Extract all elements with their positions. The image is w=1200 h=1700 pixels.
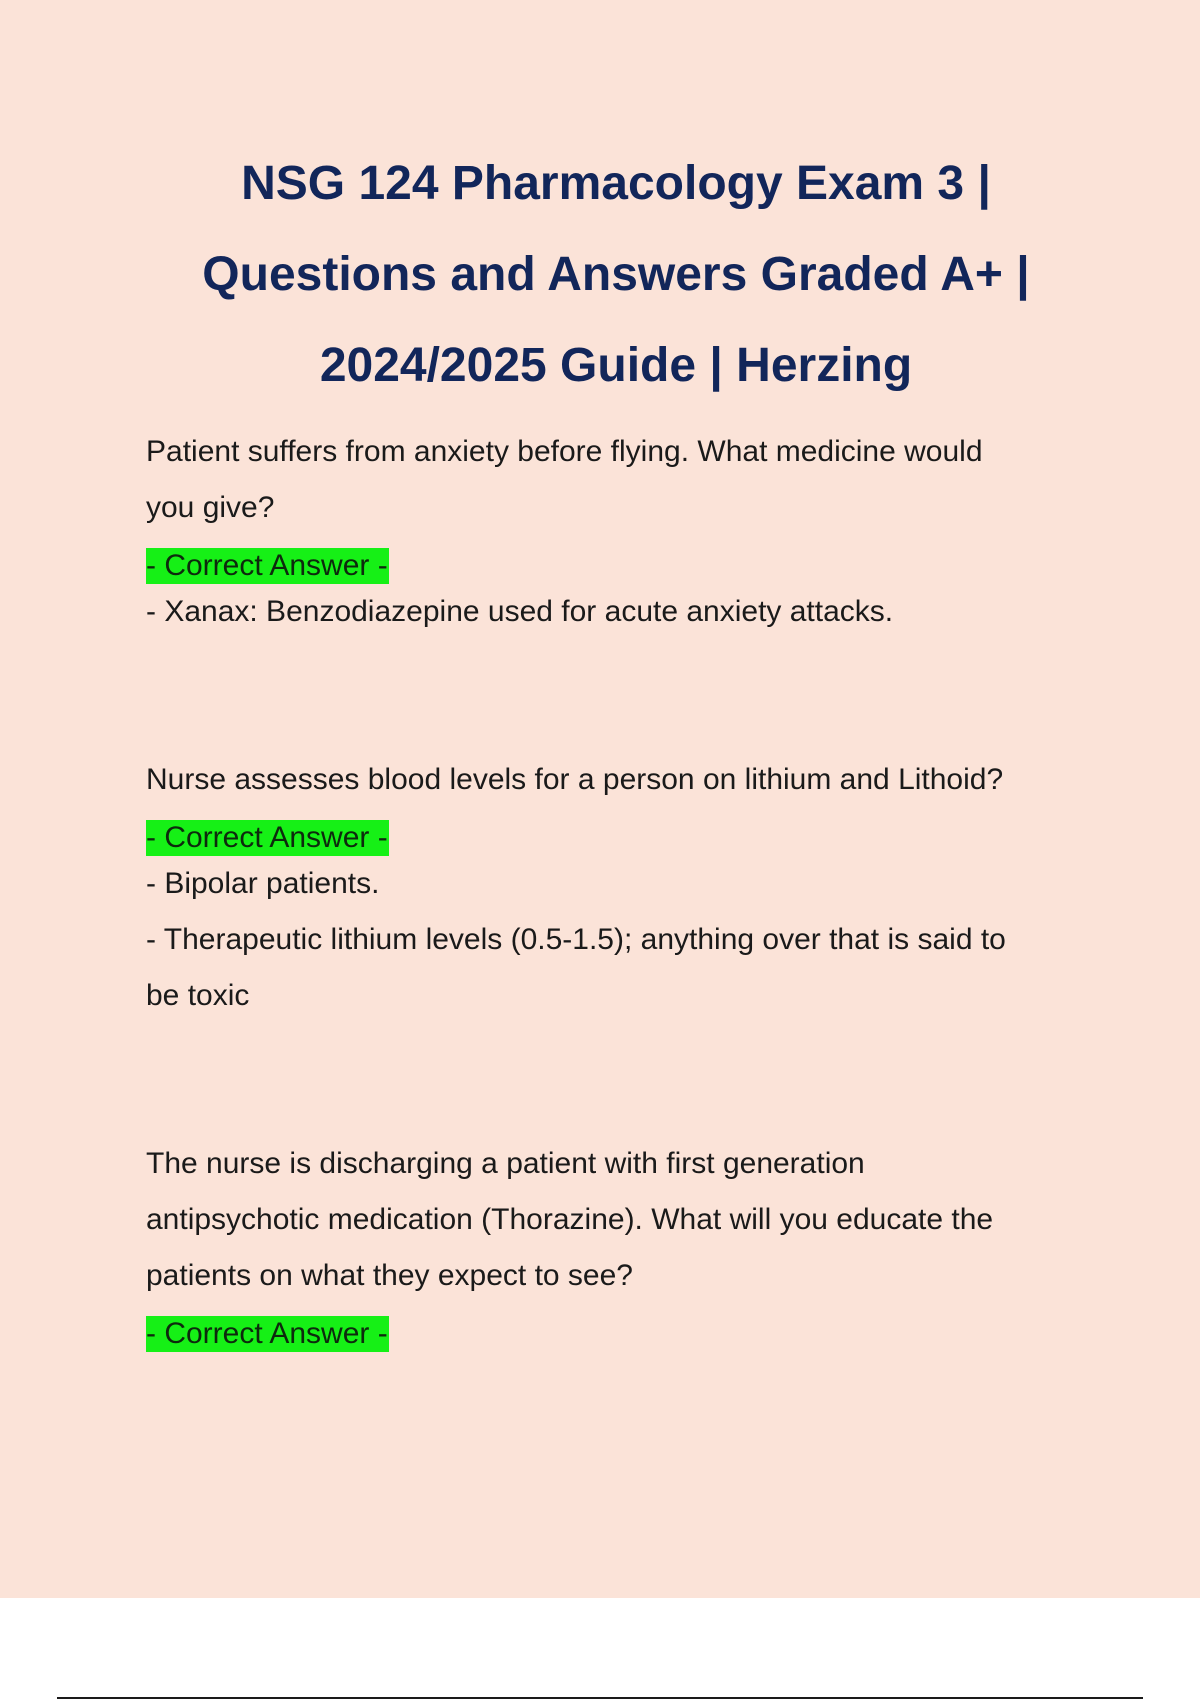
qa-item <box>146 1136 1086 1352</box>
qa-item <box>146 424 1086 640</box>
correct-answer-label: - Correct Answer - <box>146 821 388 854</box>
document-title <box>146 138 1086 411</box>
answer-text: be toxic <box>146 979 250 1012</box>
question-line: patients on what they expect to see? <box>146 1259 633 1292</box>
question-line: antipsychotic medication (Thorazine). What will you educate the <box>146 1203 994 1236</box>
qa-item <box>146 752 1086 1024</box>
title-line: 2024/2025 Guide | Herzing <box>319 339 913 392</box>
title-line: NSG 124 Pharmacology Exam 3 | <box>241 157 991 210</box>
question-text <box>146 752 1086 808</box>
answer-text: - Xanax: Benzodiazepine used for acute anxiety attacks. <box>146 595 894 628</box>
question-line: Patient suffers from anxiety before flying. What medicine would <box>146 435 983 468</box>
question-line: The nurse is discharging a patient with first generation <box>146 1147 865 1180</box>
answer-text: - Bipolar patients. <box>146 867 380 900</box>
correct-answer-label: - Correct Answer - <box>146 1317 388 1350</box>
answer-text: - Therapeutic lithium levels (0.5-1.5); anything over that is said to <box>146 923 1006 956</box>
correct-answer-label: - Correct Answer - <box>146 549 388 582</box>
question-text <box>146 1136 1086 1304</box>
question-line: Nurse assesses blood levels for a person on lithium and Lithoid? <box>146 763 1004 796</box>
question-line: you give? <box>146 491 275 524</box>
footer-divider <box>57 1697 1143 1699</box>
title-line: Questions and Answers Graded A+ | <box>202 248 1030 301</box>
question-text <box>146 424 1086 536</box>
